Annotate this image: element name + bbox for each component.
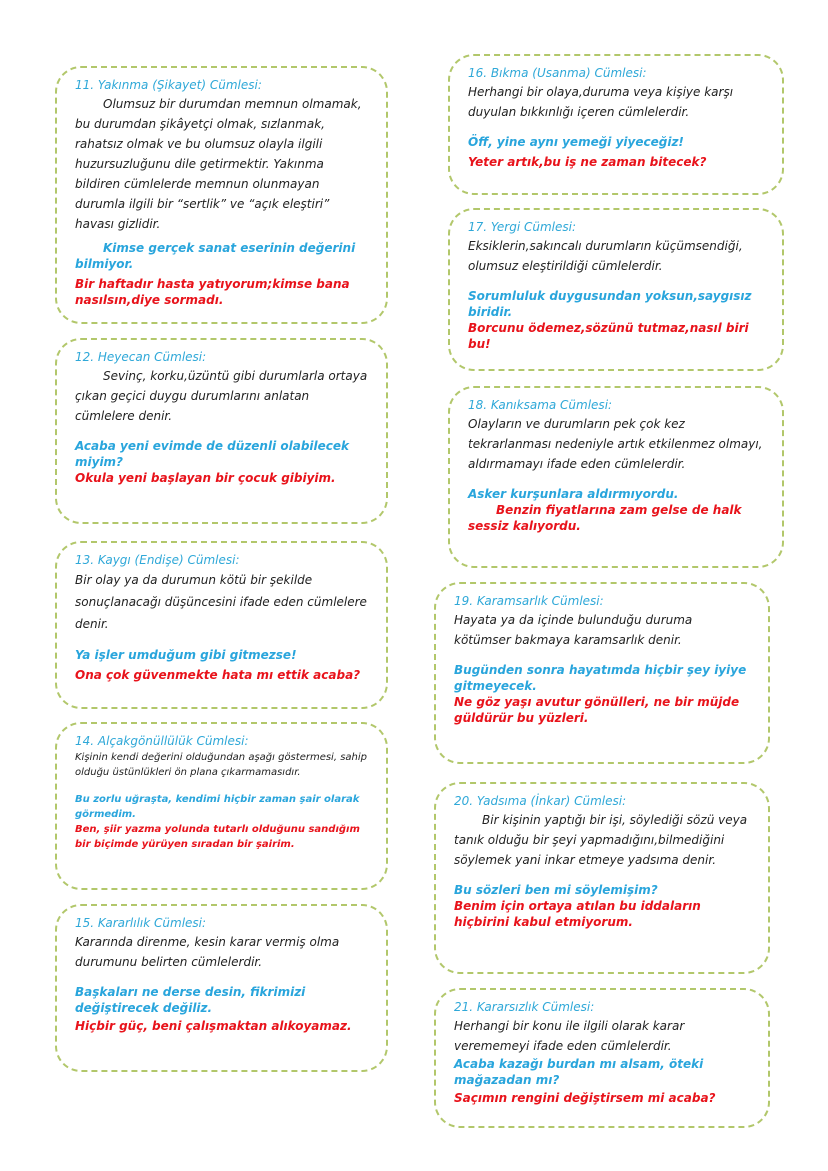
example-blue: Kimse gerçek sanat eserinin değerini bilmiyor. (75, 241, 356, 271)
card-12-heyecan (55, 338, 388, 524)
card-body: Bir olay ya da durumun kötü bir şekilde sonuçlanacağı düşüncesini ifade eden cümlelere denir. (75, 573, 367, 631)
example-blue: Başkaları ne derse desin, fikrimizi değiştirecek değiliz. (75, 985, 306, 1015)
card-title: 21. Kararsızlık Cümlesi: (454, 1000, 595, 1014)
card-16-bikma (448, 54, 784, 195)
example-blue: Bugünden sonra hayatımda hiçbir şey iyiye gitmeyecek. (454, 663, 747, 693)
card-13-kaygi (55, 541, 388, 709)
card-title: 12. Heyecan Cümlesi: (75, 350, 207, 364)
example-blue: Sorumluluk duygusundan yoksun,saygısız biridir. (468, 289, 752, 319)
example-blue: Asker kurşunlara aldırmıyordu. (468, 487, 679, 501)
card-body: Herhangi bir olaya,duruma veya kişiye karşı duyulan bıkkınlığı içeren cümlelerdir. (468, 85, 734, 119)
example-blue: Öff, yine aynı yemeği yiyeceğiz! (468, 135, 684, 149)
example-blue: Acaba kazağı burdan mı alsam, öteki mağazadan mı? (454, 1057, 704, 1087)
card-15-kararlilik (55, 904, 388, 1072)
card-title: 15. Kararlılık Cümlesi: (75, 916, 207, 930)
card-body: Eksiklerin,sakıncalı durumların küçümsendiği, olumsuz eleştirildiği cümlelerdir. (468, 239, 743, 273)
example-red: Benim için ortaya atılan bu iddaların hiçbirini kabul etmiyorum. (454, 899, 701, 929)
example-red: Ben, şiir yazma yolunda tutarlı olduğunu sandığım bir biçimde yürüyen sıradan bir şairim. (75, 824, 360, 850)
example-red: Borcunu ödemez,sözünü tutmaz,nasıl biri bu! (468, 321, 749, 351)
card-17-yergi (448, 208, 784, 371)
card-body: Sevinç, korku,üzüntü gibi durumlarla ortaya çıkan geçici duygu durumlarını anlatan cümlelere denir. (75, 369, 368, 423)
example-red: Benzin fiyatlarına zam gelse de halk sessiz kalıyordu. (468, 503, 742, 533)
example-blue: Bu sözleri ben mi söylemişim? (454, 883, 658, 897)
example-blue: Acaba yeni evimde de düzenli olabilecek miyim? (75, 439, 350, 469)
card-21-kararsizlik (434, 988, 770, 1128)
card-20-yadsima (434, 782, 770, 974)
card-body: Olumsuz bir durumdan memnun olmamak, bu durumdan şikâyetçi olmak, sızlanmak, rahatsız olmak ve bu olumsuz olayla ilgili huzursuzluğunu dile getirmektir. Yakınma bildiren cümlelerde memnun olunmayan durumla ilgili bir “sertlik” ve “açık eleştiri” havası gizlidir. (75, 97, 362, 231)
example-red: Ona çok güvenmekte hata mı ettik acaba? (75, 668, 361, 682)
card-title: 16. Bıkma (Usanma) Cümlesi: (468, 66, 647, 80)
example-blue: Ya işler umduğum gibi gitmezse! (75, 648, 297, 662)
card-body: Olayların ve durumların pek çok kez tekrarlanması nedeniyle artık etkilenmez olmayı, aldırmamayı ifade eden cümlelerdir. (468, 417, 763, 471)
card-body: Herhangi bir konu ile ilgili olarak karar verememeyi ifade eden cümlelerdir. (454, 1019, 685, 1053)
card-title: 17. Yergi Cümlesi: (468, 220, 577, 234)
card-18-kaniksama (448, 386, 784, 568)
card-title: 14. Alçakgönüllülük Cümlesi: (75, 734, 249, 748)
card-title: 19. Karamsarlık Cümlesi: (454, 594, 604, 608)
card-body: Kararında direnme, kesin karar vermiş olma durumunu belirten cümlelerdir. (75, 935, 340, 969)
example-red: Bir haftadır hasta yatıyorum;kimse bana nasılsın,diye sormadı. (75, 277, 350, 307)
card-body: Hayata ya da içinde bulunduğu duruma kötümser bakmaya karamsarlık denir. (454, 613, 693, 647)
card-body: Kişinin kendi değerini olduğundan aşağı göstermesi, sahip olduğu üstünlükleri ön plana çıkarmamasıdır. (75, 752, 367, 778)
example-blue: Bu zorlu uğraşta, kendimi hiçbir zaman şair olarak görmedim. (75, 794, 360, 820)
card-title: 13. Kaygı (Endişe) Cümlesi: (75, 553, 240, 567)
example-red: Ne göz yaşı avutur gönülleri, ne bir müjde güldürür bu yüzleri. (454, 695, 740, 725)
card-title: 11. Yakınma (Şikayet) Cümlesi: (75, 78, 262, 92)
example-red: Saçımın rengini değiştirsem mi acaba? (454, 1091, 716, 1105)
card-14-alcakgonulluluk (55, 722, 388, 890)
card-title: 18. Kanıksama Cümlesi: (468, 398, 613, 412)
example-red: Yeter artık,bu iş ne zaman bitecek? (468, 155, 707, 169)
card-body: Bir kişinin yaptığı bir işi, söylediği sözü veya tanık olduğu bir şeyi yapmadığını,bilmediğini söylemek yani inkar etmeye yadsıma denir. (454, 813, 748, 867)
card-title: 20. Yadsıma (İnkar) Cümlesi: (454, 794, 627, 808)
example-red: Hiçbir güç, beni çalışmaktan alıkoyamaz. (75, 1019, 352, 1033)
card-11-yakinma (55, 66, 388, 324)
card-19-karamsarlik (434, 582, 770, 764)
example-red: Okula yeni başlayan bir çocuk gibiyim. (75, 471, 336, 485)
